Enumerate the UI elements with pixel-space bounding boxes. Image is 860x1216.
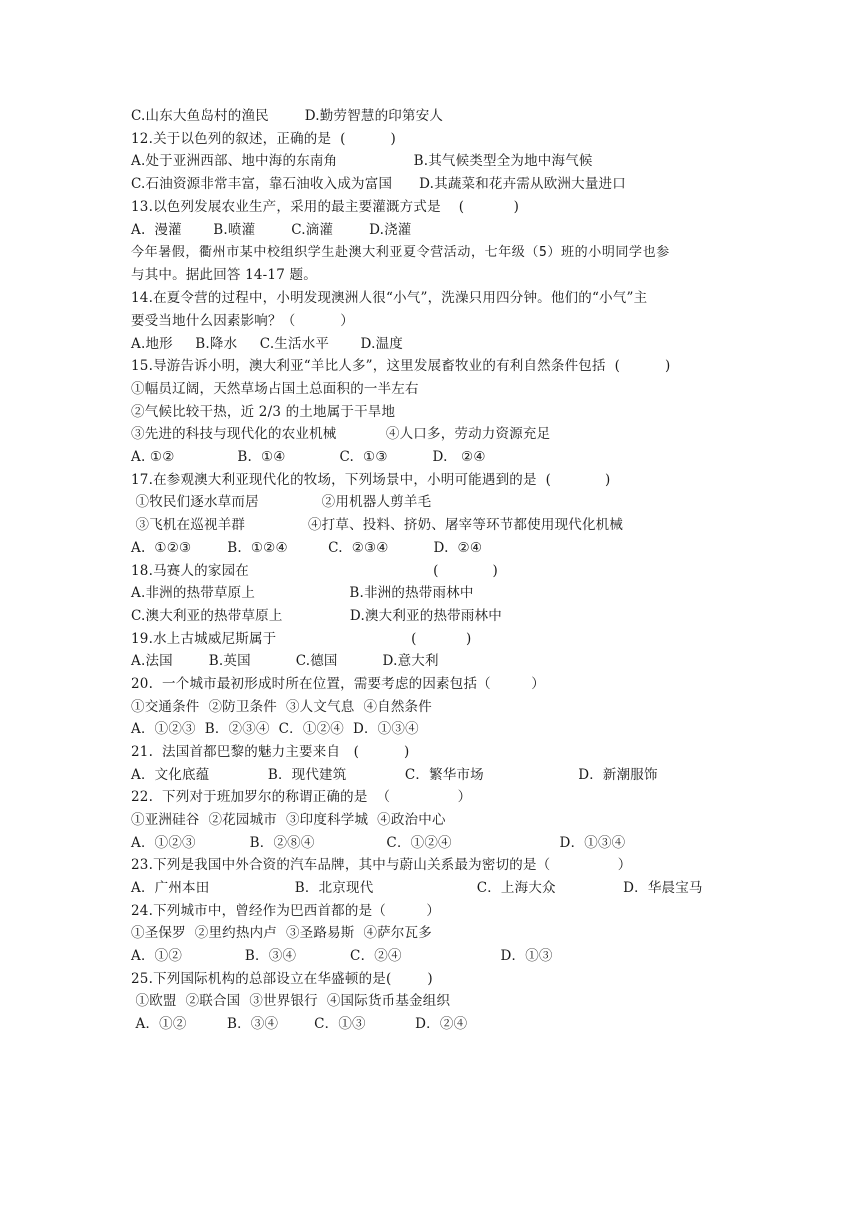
intro-text-line-1: 今年暑假，衢州市某中校组织学生赴澳大利亚夏令营活动，七年级（5）班的小明同学也参: [131, 245, 670, 260]
question-22: 22. 下列对于班加罗尔的称谓正确的是 （ ）: [131, 789, 472, 805]
options-q19: A.法国 B.英国 C.德国 D.意大利: [131, 653, 439, 669]
options-q20: A．①②③ B．②③④ C．①②④ D．①③④: [131, 721, 419, 737]
question-23: 23.下列是我国中外合资的汽车品牌，其中与蔚山关系最为密切的是（ ）: [131, 857, 632, 873]
question-17: 17.在参观澳大利亚现代化的牧场，下列场景中，小明可能遇到的是 ( ): [131, 472, 611, 488]
question-20: 20. 一个城市最初形成时所在位置，需要考虑的因素包括（ ）: [131, 676, 545, 692]
question-14-line-2: 要受当地什么因素影响？（ ）: [131, 313, 355, 329]
options-q13: A. 漫灌 B.喷灌 C.滴灌 D.浇灌: [131, 222, 412, 238]
statement-q15-1: ①幅员辽阔，天然草场占国土总面积的一半左右: [131, 381, 419, 397]
statement-q15-34: ③先进的科技与现代化的农业机械 ④人口多，劳动力资源充足: [131, 426, 551, 442]
options-q17: A. ①②③ B. ①②④ C. ②③④ D. ②④: [131, 540, 483, 556]
statement-q25: ①欧盟 ②联合国 ③世界银行 ④国际货币基金组织: [131, 993, 451, 1009]
question-14-line-1: 14.在夏令营的过程中，小明发现澳洲人很“小气”，洗澡只用四分钟。他们的“小气”主: [131, 290, 648, 306]
statement-q17-12: ①牧民们逐水草而居 ②用机器人剪羊毛: [131, 494, 432, 510]
statement-q20: ①交通条件 ②防卫条件 ③人文气息 ④自然条件: [131, 699, 432, 715]
question-24: 24.下列城市中，曾经作为巴西首都的是（ ）: [131, 903, 441, 919]
options-q23: A．广州本田 B．北京现代 C．上海大众 D．华晨宝马: [131, 880, 703, 896]
question-13: 13.以色列发展农业生产，采用的最主要灌溉方式是 ( ): [131, 199, 520, 215]
options-q14: A.地形 B.降水 C.生活水平 D.温度: [131, 336, 403, 352]
options-q12-cd: C.石油资源非常丰富，靠石油收入成为富国 D.其蔬菜和花卉需从欧洲大量进口: [131, 176, 626, 192]
options-q21: A．文化底蕴 B．现代建筑 C．繁华市场 D．新潮服饰: [131, 767, 658, 783]
options-q18-ab: A.非洲的热带草原上 B.非洲的热带雨林中: [131, 585, 474, 601]
options-q12-ab: A.处于亚洲西部、地中海的东南角 B.其气候类型全为地中海气候: [131, 153, 593, 169]
statement-q17-34: ③飞机在巡视羊群 ④打草、投料、挤奶、屠宰等环节都使用现代化机械: [131, 517, 624, 533]
options-q22: A．①②③ B．②⑧④ C．①②④ D．①③④: [131, 835, 626, 851]
question-25: 25.下列国际机构的总部设立在华盛顿的是( ): [131, 971, 433, 987]
options-q18-cd: C.澳大利亚的热带草原上 D.澳大利亚的热带雨林中: [131, 608, 502, 624]
option-line-q11-cd: C.山东大鱼岛村的渔民 D.勤劳智慧的印第安人: [131, 108, 444, 124]
statement-q24: ①圣保罗 ②里约热内卢 ③圣路易斯 ④萨尔瓦多: [131, 925, 432, 941]
intro-text-line-2: 与其中。据此回答 14-17 题。: [131, 267, 317, 283]
statement-q15-2: ②气候比较干热，近 2/3 的土地属于干旱地: [131, 404, 396, 420]
options-q24: A．①② B．③④ C．②④ D．①③: [131, 948, 553, 964]
question-15: 15.导游告诉小明，澳大利亚“羊比人多”，这里发展畜牧业的有利自然条件包括 ( ): [131, 358, 671, 374]
question-12: 12.关于以色列的叙述，正确的是 ( ): [131, 131, 396, 147]
question-18: 18.马赛人的家园在 ( ): [131, 563, 498, 579]
question-21: 21. 法国首都巴黎的魅力主要来自 ( ): [131, 744, 410, 760]
options-q25: A．①② B．③④ C．①③ D．②④: [131, 1016, 468, 1032]
statement-q22: ①亚洲硅谷 ②花园城市 ③印度科学城 ④政治中心: [131, 812, 446, 828]
question-19: 19.水上古城威尼斯属于 ( ): [131, 631, 472, 647]
options-q15: A. ①② B. ①④ C. ①③ D. ②④: [131, 449, 486, 465]
